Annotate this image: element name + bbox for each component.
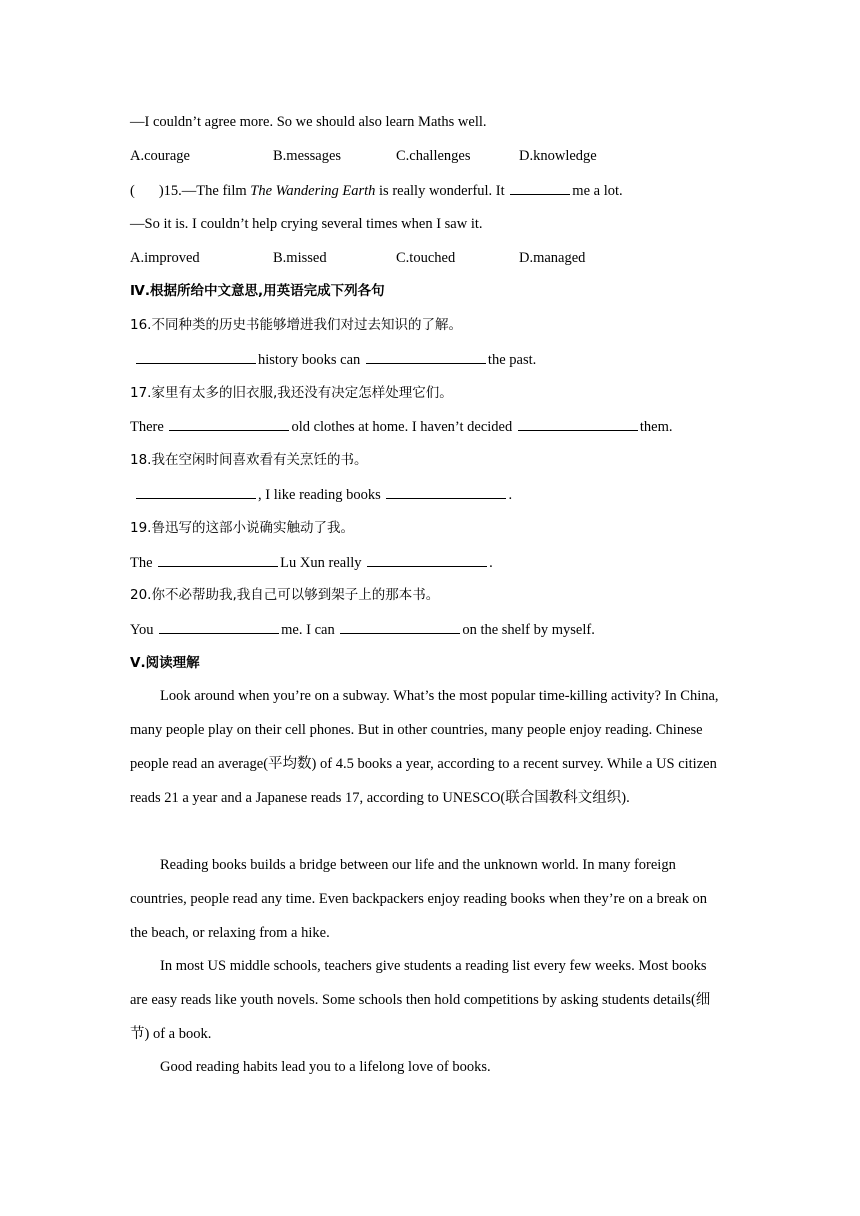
- passage-paragraph-2: [130, 848, 722, 950]
- q14-option-b: B.messages: [273, 148, 342, 164]
- sentence-20-chinese: 20.你不必帮助我,我自己可以够到架子上的那本书。: [130, 587, 440, 603]
- sentence-17-chinese: 17.家里有太多的旧衣服,我还没有决定怎样处理它们。: [130, 385, 453, 401]
- sentence-17-blank-1[interactable]: [169, 416, 289, 431]
- sentence-20-text-1: me. I can: [281, 622, 339, 638]
- passage-paragraph-1: [130, 679, 722, 815]
- sentence-20-blank-2[interactable]: [340, 619, 460, 634]
- sentence-19-text-2: .: [489, 555, 493, 571]
- passage-paragraph-4-text: Good reading habits lead you to a lifelong love of books.: [160, 1059, 491, 1075]
- sentence-19-text-1: Lu Xun really: [280, 555, 366, 571]
- sentence-19-text-0: The: [130, 555, 157, 571]
- sentence-16-blank-2[interactable]: [366, 349, 486, 364]
- sentence-17-text-1: old clothes at home. I haven’t decided: [291, 419, 516, 435]
- q15-blank[interactable]: [510, 180, 570, 195]
- q15-question: [130, 180, 623, 201]
- q14-option-d: D.knowledge: [519, 148, 597, 164]
- sentence-16-chinese: 16.不同种类的历史书能够增进我们对过去知识的了解。: [130, 317, 462, 333]
- passage-paragraph-3: [130, 949, 722, 1051]
- q15-reply: —So it is. I couldn’t help crying several times when I saw it.: [130, 216, 483, 232]
- passage-paragraph-3-text: In most US middle schools, teachers give students a reading list every few weeks. Most books are easy reads like youth novels. Some schools then hold competitions by asking students details(细节) of a book.: [130, 958, 711, 1042]
- passage-paragraph-2-text: Reading books builds a bridge between our life and the unknown world. In many foreign countries, people read any time. Even backpackers enjoy reading books when they’re on a break on the beach, or relaxing from a hike.: [130, 857, 707, 941]
- q14-reply: —I couldn’t agree more. So we should also learn Maths well.: [130, 114, 487, 130]
- sentence-17-text-0: There: [130, 419, 168, 435]
- sentence-16-text-1: history books can: [258, 352, 364, 368]
- sentence-17-english: [130, 416, 672, 437]
- section-4-title: Ⅳ.根据所给中文意思,用英语完成下列各句: [130, 283, 385, 299]
- sentence-16-english: [130, 349, 536, 370]
- sentence-18-text-2: .: [508, 487, 513, 503]
- sentence-18-text-1: , I like reading books: [258, 487, 385, 503]
- sentence-19-chinese: 19.鲁迅写的这部小说确实触动了我。: [130, 520, 354, 536]
- passage-paragraph-4: [130, 1050, 722, 1084]
- sentence-18-blank-2[interactable]: [386, 484, 506, 499]
- q15-text-end: me a lot.: [572, 183, 623, 199]
- sentence-19-blank-1[interactable]: [158, 552, 278, 567]
- sentence-16-blank-1[interactable]: [136, 349, 256, 364]
- sentence-16-text-2: the past.: [487, 352, 537, 368]
- q14-option-a: A.courage: [130, 148, 190, 164]
- q15-option-c: C.touched: [396, 250, 456, 266]
- q15-option-d: D.managed: [519, 250, 586, 266]
- q15-number: )15.—The film: [158, 183, 251, 199]
- sentence-19-blank-2[interactable]: [367, 552, 487, 567]
- sentence-17-blank-2[interactable]: [518, 416, 638, 431]
- q14-option-c: C.challenges: [396, 148, 471, 164]
- sentence-19-english: [130, 552, 493, 573]
- sentence-18-blank-1[interactable]: [136, 484, 256, 499]
- sentence-18-chinese: 18.我在空闲时间喜欢看有关烹饪的书。: [130, 452, 368, 468]
- sentence-17-text-2: them.: [639, 419, 673, 435]
- q15-film-title: The Wandering Earth: [250, 183, 376, 199]
- sentence-20-english: [130, 619, 595, 640]
- sentence-20-blank-1[interactable]: [159, 619, 279, 634]
- sentence-20-text-2: on the shelf by myself.: [462, 622, 595, 638]
- q15-text: is really wonderful. It: [375, 183, 509, 199]
- q15-paren-open: (: [130, 183, 135, 199]
- sentence-18-english: [130, 484, 512, 505]
- passage-paragraph-1-text: Look around when you’re on a subway. What’s the most popular time-killing activity? In China, many people play on their cell phones. But in other countries, many people enjoy reading. Chinese people read an average(平均数) of 4.5 books a year, according to a recent survey. While a US citizen reads 21 a year and a Japanese reads 17, according to UNESCO(联合国教科文组织).: [130, 688, 719, 806]
- q15-option-b: B.missed: [273, 250, 327, 266]
- section-5-title: Ⅴ.阅读理解: [130, 655, 200, 671]
- q15-option-a: A.improved: [130, 250, 200, 266]
- sentence-20-text-0: You: [130, 622, 158, 638]
